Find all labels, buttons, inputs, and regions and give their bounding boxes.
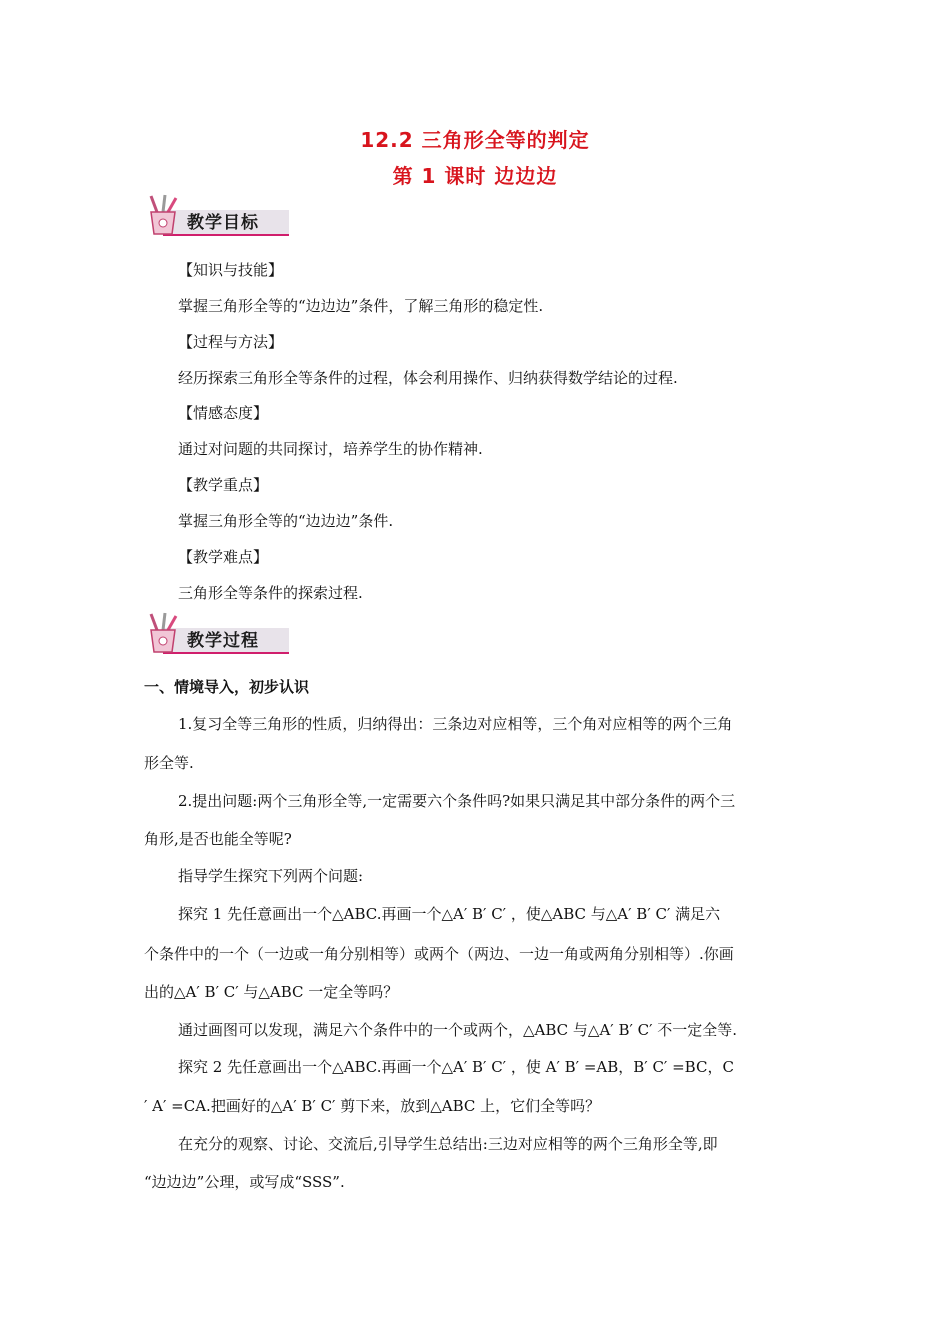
section-badge-process <box>143 612 293 656</box>
goal-difficulty-head: 【教学难点】 <box>178 548 269 566</box>
goal-attitude-text: 通过对问题的共同探讨，培养学生的协作精神. <box>178 440 483 458</box>
pencil-cup-icon <box>143 612 185 656</box>
goal-difficulty-text: 三角形全等条件的探索过程. <box>178 584 363 602</box>
goal-focus-head: 【教学重点】 <box>178 476 269 494</box>
paragraph-5: 通过画图可以发现，满足六个条件中的一个或两个，△ABC 与△A′ B′ C′ 不一定全等. <box>178 1021 738 1039</box>
paragraph-4-line-1: 探究 1 先任意画出一个△ABC.再画一个△A′ B′ C′ ，使△ABC 与△A′ B′ C′ 满足六 <box>178 905 721 923</box>
paragraph-6-line-2: ′ A′ =CA.把画好的△A′ B′ C′ 剪下来，放到△ABC 上，它们全等吗？ <box>144 1097 601 1115</box>
goal-process-text: 经历探索三角形全等条件的过程，体会利用操作、归纳获得数学结论的过程. <box>178 369 678 387</box>
paragraph-7-line-2: “边边边”公理，或写成“SSS”. <box>144 1173 345 1191</box>
paragraph-6-line-1: 探究 2 先任意画出一个△ABC.再画一个△A′ B′ C′ ，使 A′ B′ =AB，B′ C′ =BC，C <box>178 1058 734 1076</box>
paragraph-2-line-1: 2.提出问题:两个三角形全等,一定需要六个条件吗?如果只满足其中部分条件的两个三 <box>178 792 736 810</box>
page-subtitle: 第 1 课时 边边边 <box>392 164 558 188</box>
goal-knowledge-head: 【知识与技能】 <box>178 261 284 279</box>
section-badge-goals <box>143 194 293 238</box>
goal-process-head: 【过程与方法】 <box>178 333 284 351</box>
paragraph-1-line-1: 1.复习全等三角形的性质，归纳得出：三条边对应相等，三个角对应相等的两个三角 <box>178 715 733 733</box>
page-title: 12.2 三角形全等的判定 <box>360 128 590 152</box>
part1-heading: 一、情境导入，初步认识 <box>144 678 310 696</box>
paragraph-7-line-1: 在充分的观察、讨论、交流后,引导学生总结出:三边对应相等的两个三角形全等,即 <box>178 1135 718 1153</box>
paragraph-3: 指导学生探究下列两个问题: <box>178 867 364 885</box>
paragraph-1-line-2: 形全等. <box>144 754 194 772</box>
section-label-process: 教学过程 <box>187 631 259 651</box>
paragraph-4-line-2: 个条件中的一个（一边或一角分别相等）或两个（两边、一边一角或两角分别相等）.你画 <box>144 945 734 963</box>
goal-knowledge-text: 掌握三角形全等的“边边边”条件，了解三角形的稳定性. <box>178 297 544 315</box>
pencil-cup-icon <box>143 194 185 238</box>
paragraph-2-line-2: 角形,是否也能全等呢? <box>144 830 292 848</box>
goal-focus-text: 掌握三角形全等的“边边边”条件. <box>178 512 394 530</box>
goal-attitude-head: 【情感态度】 <box>178 404 269 422</box>
section-label-goals: 教学目标 <box>187 213 259 233</box>
paragraph-4-line-3: 出的△A′ B′ C′ 与△ABC 一定全等吗？ <box>144 983 399 1001</box>
